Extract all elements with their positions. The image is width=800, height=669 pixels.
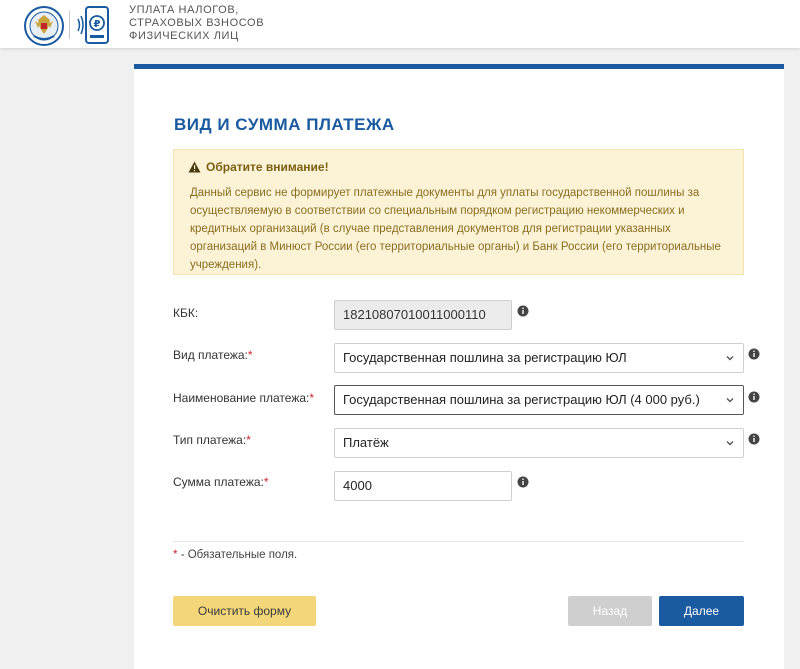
amount-label-text: Сумма платежа: [173,475,264,489]
amount-input[interactable]: 4000 [334,471,512,501]
required-mark: * [246,433,251,447]
payment-kind-select[interactable] [334,343,744,373]
site-header [0,0,800,48]
kbk-label [173,306,198,320]
kbk-label-text: КБК: [173,306,199,320]
page-title: ВИД И СУММА ПЛАТЕЖА [174,115,395,134]
payment-type-info-icon[interactable] [748,433,760,445]
required-mark: * [263,475,269,489]
payment-kind-info-icon[interactable] [748,348,760,360]
payment-name-select[interactable] [334,385,744,415]
fns-emblem-icon[interactable] [24,6,64,46]
payment-kind-label-text: Вид платежа: [173,348,248,362]
chevron-down-icon [725,438,735,448]
brand-line-2: СТРАХОВЫХ ВЗНОСОВ [129,17,265,29]
ruble-phone-icon[interactable] [76,5,110,45]
kbk-info-icon[interactable] [517,305,529,317]
form-divider [173,541,744,542]
amount-label [173,475,269,489]
chevron-down-icon [725,395,735,405]
notice-text: Данный сервис не формирует платежные документы для уплаты государственной пошлины за осуществляемую в соответствии со специальным порядком регистрацию некоммерческих и кредитных организаций (в случае представления документов для регистрации указанных организаций в Минюст России (его территориальные органы) и Банк России (его территориальные учреждения). [190,187,721,271]
required-note-text: - Обязательные поля. [180,549,298,561]
warning-icon [188,161,201,173]
payment-kind-value: Государственная пошлина за регистрацию ЮЛ [343,350,627,365]
clear-form-button[interactable]: Очистить форму [173,596,316,626]
payment-form-card [134,64,784,669]
back-button[interactable]: Назад [568,596,652,626]
required-mark: * [173,549,178,561]
payment-name-value: Государственная пошлина за регистрацию ЮЛ (4 000 руб.) [343,392,700,407]
payment-name-info-icon[interactable] [748,391,760,403]
payment-kind-label [173,348,253,362]
payment-type-value: Платёж [343,435,389,450]
required-fields-note [173,549,297,561]
next-button[interactable]: Далее [659,596,744,626]
required-mark: * [247,348,253,362]
kbk-field[interactable]: 18210807010011000110 [334,300,512,330]
payment-type-select[interactable] [334,428,744,458]
logo-separator [69,11,70,39]
brand-line-1: УПЛАТА НАЛОГОВ, [129,4,239,16]
payment-name-label-text: Наименование платежа: [173,391,310,405]
notice-heading-text: Обратите внимание! [206,160,329,174]
chevron-down-icon [725,353,735,363]
amount-info-icon[interactable] [517,476,529,488]
brand-title[interactable] [129,4,264,43]
required-mark: * [309,391,315,405]
payment-type-label-text: Тип платежа: [173,433,247,447]
notice-box [173,149,744,275]
brand-line-3: ФИЗИЧЕСКИХ ЛИЦ [129,30,239,42]
notice-heading [188,160,329,174]
svg-text:₽: ₽ [93,19,101,30]
payment-name-label [173,391,314,405]
payment-type-label [173,433,251,447]
